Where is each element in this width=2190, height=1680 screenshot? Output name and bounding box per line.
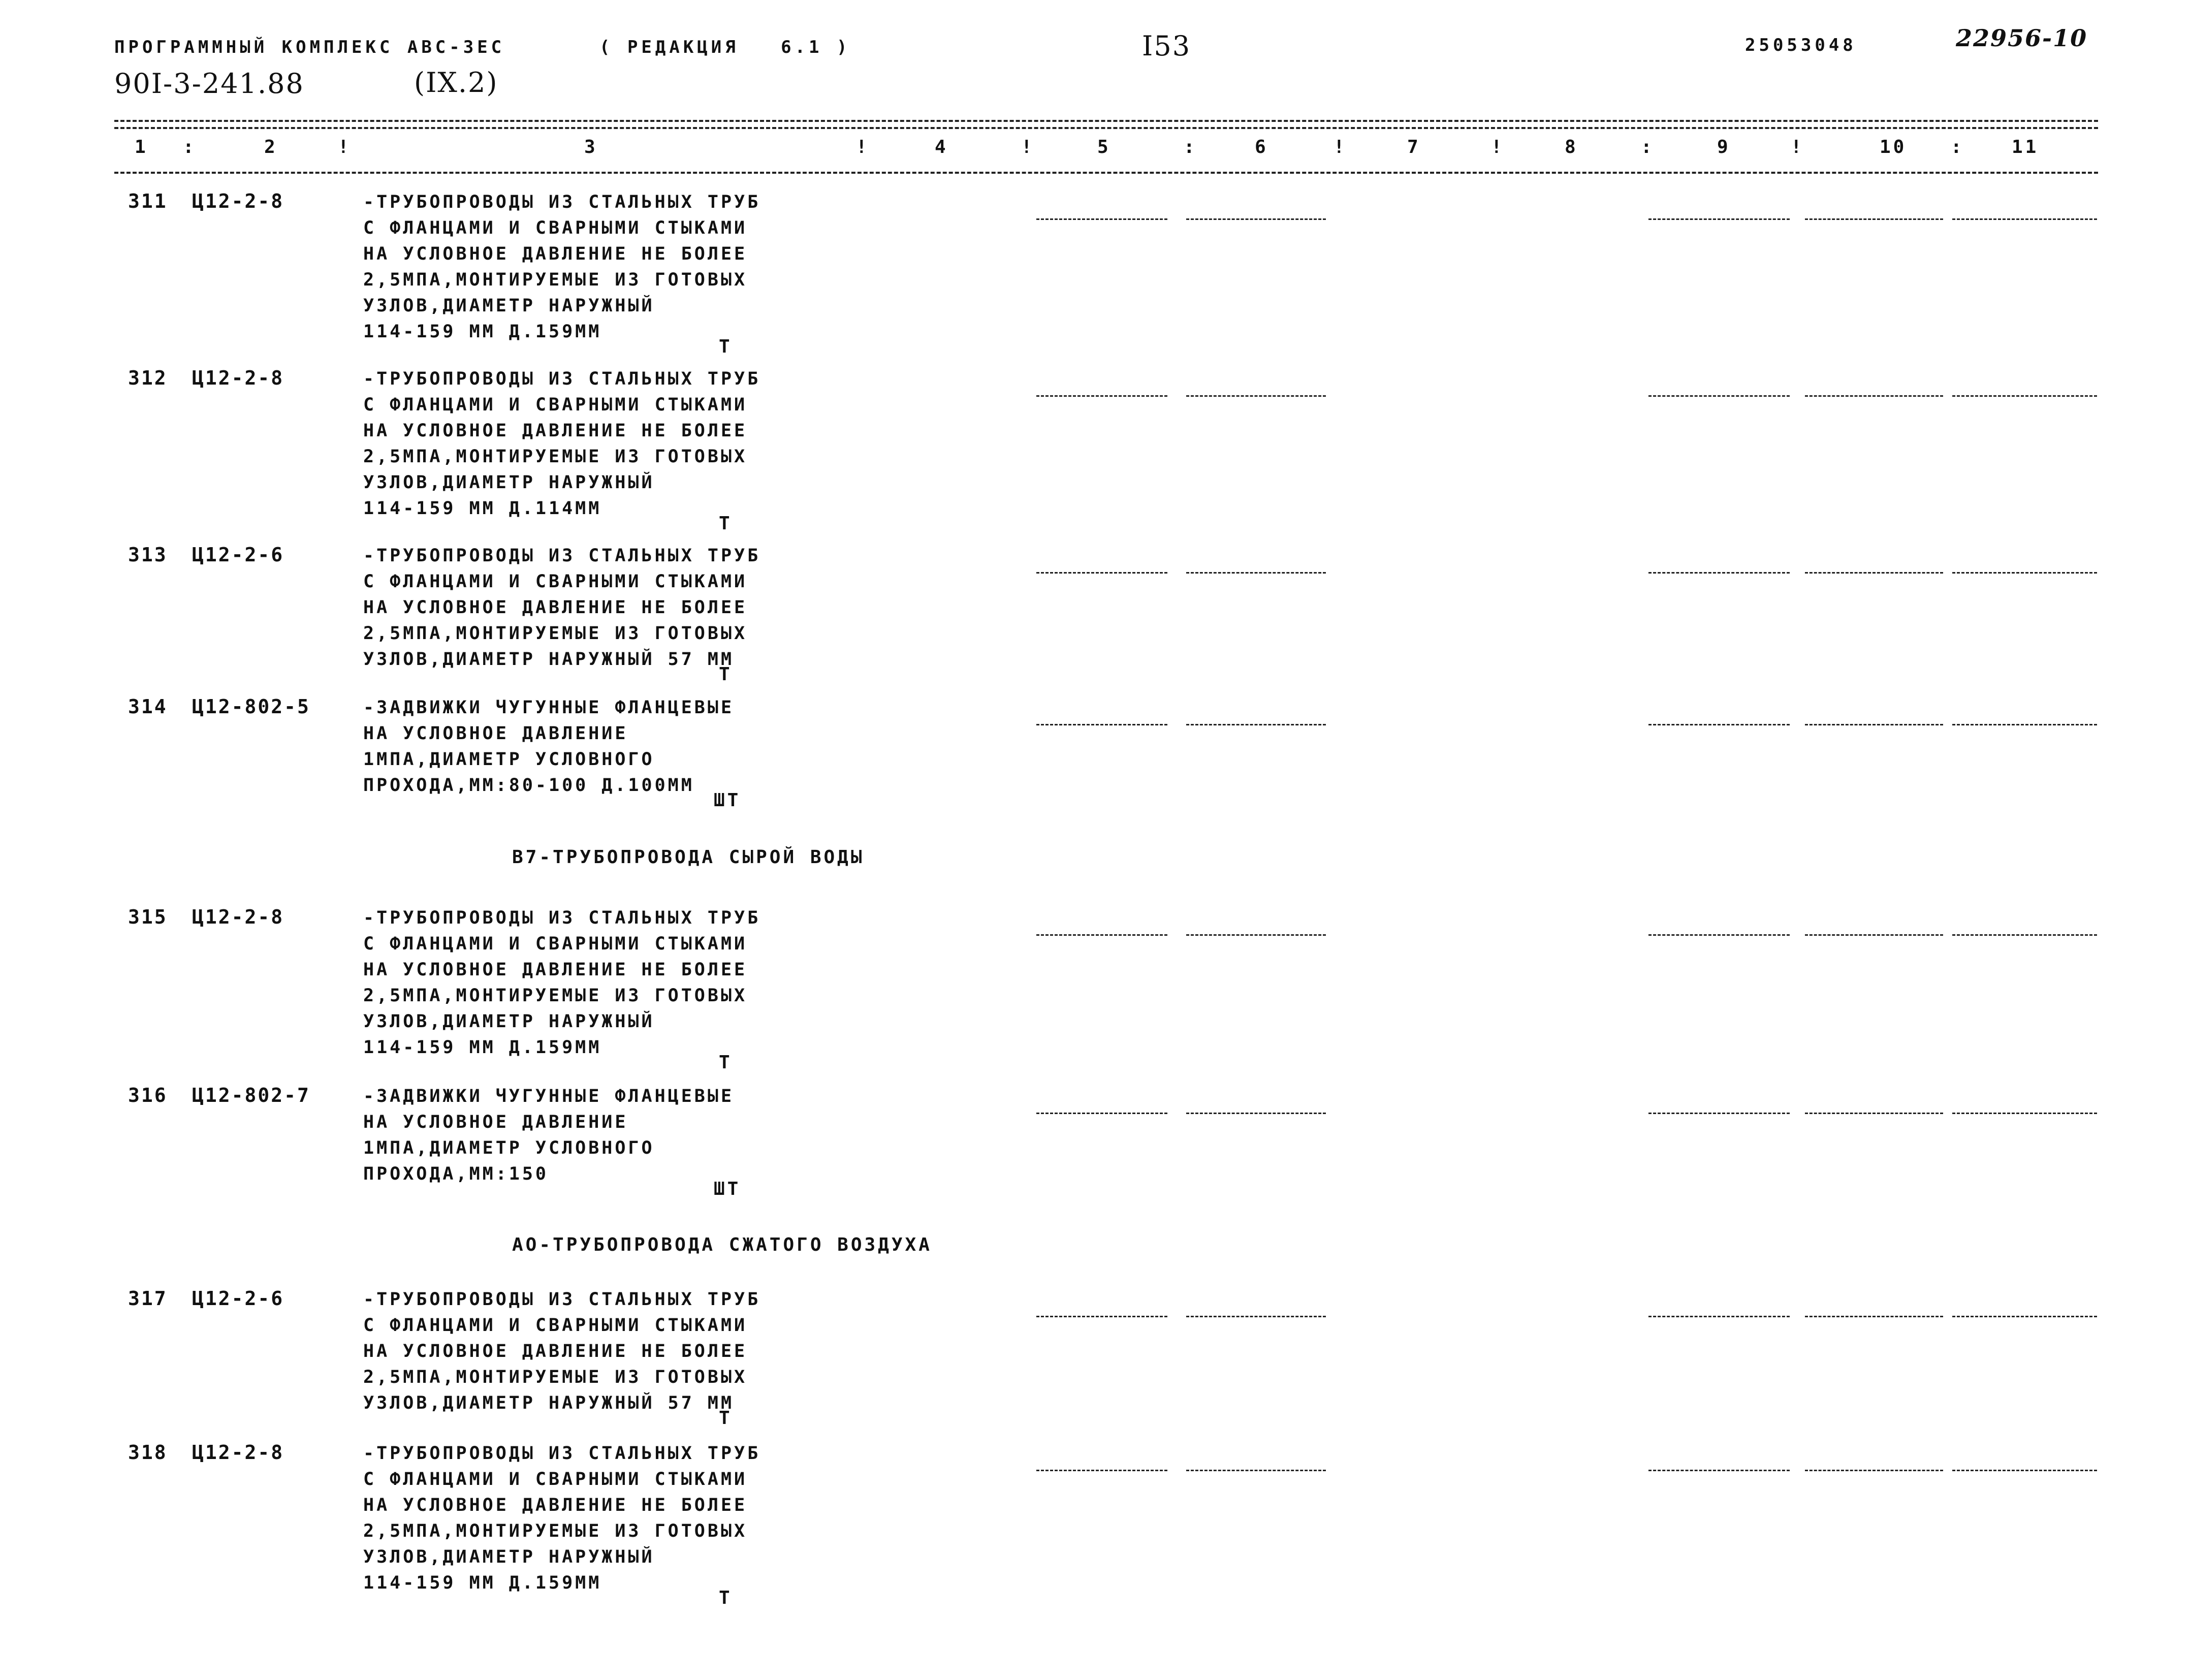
fraction-rule: [1648, 934, 1790, 936]
fraction-rule: [1186, 395, 1326, 397]
description-line: -ТРУБОПРОВОДЫ ИЗ СТАЛЬНЫХ ТРУБ: [363, 546, 761, 566]
description-line: С ФЛАНЦАМИ И СВАРНЫМИ СТЫКАМИ: [363, 934, 748, 954]
fraction-rule: [1952, 395, 2097, 397]
description-line: УЗЛОВ,ДИАМЕТР НАРУЖНЫЙ: [363, 1011, 655, 1032]
work-description: [363, 1084, 871, 1187]
row-number: 316: [128, 1084, 168, 1106]
fraction-rule: [1952, 1113, 2097, 1114]
fraction-rule: [1805, 1113, 1943, 1114]
page-number: I53: [1142, 30, 1191, 62]
unit-of-measure: Т: [719, 664, 733, 685]
section-heading: В7-ТРУБОПРОВОДА СЫРОЙ ВОДЫ: [512, 847, 865, 868]
fraction-rule: [1036, 1470, 1167, 1471]
description-line: НА УСЛОВНОЕ ДАВЛЕНИЕ НЕ БОЛЕЕ: [363, 960, 748, 980]
rate-code: Ц12-2-8: [192, 906, 284, 928]
fraction-rule: [1952, 572, 2097, 574]
description-line: С ФЛАНЦАМИ И СВАРНЫМИ СТЫКАМИ: [363, 1315, 748, 1336]
work-description: [363, 1441, 871, 1596]
description-line: 114-159 ММ Д.159ММ: [363, 322, 602, 342]
rate-code: Ц12-2-6: [192, 1287, 284, 1310]
fraction-rule: [1805, 395, 1943, 397]
column-number-6: 6: [1255, 137, 1268, 157]
column-separator: !: [1491, 137, 1505, 157]
rate-code: Ц12-2-6: [192, 544, 284, 566]
fraction-rule: [1186, 1113, 1326, 1114]
column-number-3: 3: [584, 137, 598, 157]
rate-code: Ц12-2-8: [192, 367, 284, 389]
fraction-rule: [1036, 395, 1167, 397]
fraction-rule: [1186, 934, 1326, 936]
description-line: НА УСЛОВНОЕ ДАВЛЕНИЕ НЕ БОЛЕЕ: [363, 421, 748, 441]
description-line: УЗЛОВ,ДИАМЕТР НАРУЖНЫЙ 57 ММ: [363, 649, 735, 670]
description-line: УЗЛОВ,ДИАМЕТР НАРУЖНЫЙ 57 ММ: [363, 1393, 735, 1413]
row-number: 314: [128, 695, 168, 718]
rate-code: Ц12-802-7: [192, 1084, 310, 1106]
header-rule-top: [114, 120, 2098, 122]
column-number-11: 11: [2012, 137, 2039, 157]
description-line: -ТРУБОПРОВОДЫ ИЗ СТАЛЬНЫХ ТРУБ: [363, 192, 761, 212]
fraction-rule: [1186, 218, 1326, 220]
fraction-rule: [1648, 395, 1790, 397]
column-number-9: 9: [1717, 137, 1731, 157]
rate-code: Ц12-2-8: [192, 190, 284, 212]
column-number-8: 8: [1565, 137, 1578, 157]
column-separator: !: [1021, 137, 1035, 157]
fraction-rule: [1036, 934, 1167, 936]
description-line: УЗЛОВ,ДИАМЕТР НАРУЖНЫЙ: [363, 472, 655, 493]
fraction-rule: [1648, 1470, 1790, 1471]
header-rule-top-2: [114, 127, 2098, 129]
section-label: (IX.2): [414, 67, 498, 99]
fraction-rule: [1805, 724, 1943, 725]
description-line: НА УСЛОВНОЕ ДАВЛЕНИЕ НЕ БОЛЕЕ: [363, 1495, 748, 1515]
description-line: С ФЛАНЦАМИ И СВАРНЫМИ СТЫКАМИ: [363, 218, 748, 238]
fraction-rule: [1952, 934, 2097, 936]
column-separator: !: [1334, 137, 1347, 157]
description-line: НА УСЛОВНОЕ ДАВЛЕНИЕ: [363, 723, 628, 744]
description-line: 114-159 ММ Д.159ММ: [363, 1037, 602, 1058]
description-line: 2,5МПА,МОНТИРУЕМЫЕ ИЗ ГОТОВЫХ: [363, 986, 748, 1006]
description-line: ПРОХОДА,ММ:150: [363, 1164, 549, 1184]
description-line: 2,5МПА,МОНТИРУЕМЫЕ ИЗ ГОТОВЫХ: [363, 447, 748, 467]
column-separator: :: [183, 137, 197, 157]
description-line: НА УСЛОВНОЕ ДАВЛЕНИЕ НЕ БОЛЕЕ: [363, 597, 748, 618]
fraction-rule: [1186, 1316, 1326, 1317]
header-rule-bottom: [114, 172, 2098, 174]
description-line: -ТРУБОПРОВОДЫ ИЗ СТАЛЬНЫХ ТРУБ: [363, 1443, 761, 1464]
description-line: -ТРУБОПРОВОДЫ ИЗ СТАЛЬНЫХ ТРУБ: [363, 369, 761, 389]
fraction-rule: [1648, 724, 1790, 725]
fraction-rule: [1036, 724, 1167, 725]
rate-code: Ц12-802-5: [192, 695, 310, 718]
work-description: [363, 189, 871, 345]
work-description: [363, 366, 871, 522]
work-description: [363, 695, 871, 799]
row-number: 318: [128, 1441, 168, 1464]
unit-of-measure: Т: [719, 336, 733, 357]
description-line: 2,5МПА,МОНТИРУЕМЫЕ ИЗ ГОТОВЫХ: [363, 1521, 748, 1541]
unit-of-measure: Т: [719, 1588, 733, 1608]
description-line: 1МПА,ДИАМЕТР УСЛОВНОГО: [363, 749, 655, 770]
row-number: 311: [128, 190, 168, 212]
column-separator: :: [1184, 137, 1197, 157]
column-number-1: 1: [135, 137, 148, 157]
column-separator: :: [1951, 137, 1964, 157]
row-number: 315: [128, 906, 168, 928]
unit-of-measure: ШТ: [714, 790, 741, 811]
column-number-5: 5: [1097, 137, 1111, 157]
description-line: УЗЛОВ,ДИАМЕТР НАРУЖНЫЙ: [363, 1547, 655, 1567]
description-line: -ТРУБОПРОВОДЫ ИЗ СТАЛЬНЫХ ТРУБ: [363, 908, 761, 928]
unit-of-measure: Т: [719, 513, 733, 534]
column-separator: !: [338, 137, 352, 157]
fraction-rule: [1648, 1316, 1790, 1317]
column-number-10: 10: [1880, 137, 1907, 157]
fraction-rule: [1805, 218, 1943, 220]
program-title: ПРОГРАММНЫЙ КОМПЛЕКС АВС-ЗЕС: [114, 37, 505, 57]
description-line: С ФЛАНЦАМИ И СВАРНЫМИ СТЫКАМИ: [363, 395, 748, 415]
fraction-rule: [1036, 1316, 1167, 1317]
column-separator: !: [1791, 137, 1804, 157]
description-line: -ЗАДВИЖКИ ЧУГУННЫЕ ФЛАНЦЕВЫЕ: [363, 698, 735, 718]
description-line: 114-159 ММ Д.114ММ: [363, 498, 602, 519]
doc-number: 22956-10: [1956, 24, 2088, 52]
rate-code: Ц12-2-8: [192, 1441, 284, 1464]
code-number: 25053048: [1745, 35, 1857, 55]
description-line: 2,5МПА,МОНТИРУЕМЫЕ ИЗ ГОТОВЫХ: [363, 623, 748, 644]
description-line: НА УСЛОВНОЕ ДАВЛЕНИЕ НЕ БОЛЕЕ: [363, 1341, 748, 1361]
fraction-rule: [1952, 1470, 2097, 1471]
unit-of-measure: ШТ: [714, 1179, 741, 1199]
description-line: УЗЛОВ,ДИАМЕТР НАРУЖНЫЙ: [363, 296, 655, 316]
fraction-rule: [1036, 572, 1167, 574]
fraction-rule: [1648, 218, 1790, 220]
description-line: 2,5МПА,МОНТИРУЕМЫЕ ИЗ ГОТОВЫХ: [363, 1367, 748, 1387]
row-number: 317: [128, 1287, 168, 1310]
description-line: ПРОХОДА,ММ:80-100 Д.100ММ: [363, 775, 694, 796]
description-line: НА УСЛОВНОЕ ДАВЛЕНИЕ НЕ БОЛЕЕ: [363, 244, 748, 264]
column-separator: :: [1641, 137, 1655, 157]
fraction-rule: [1805, 934, 1943, 936]
column-number-7: 7: [1407, 137, 1421, 157]
fraction-rule: [1186, 1470, 1326, 1471]
fraction-rule: [1036, 218, 1167, 220]
fraction-rule: [1186, 572, 1326, 574]
fraction-rule: [1648, 1113, 1790, 1114]
work-description: [363, 543, 871, 673]
column-number-4: 4: [935, 137, 948, 157]
description-line: 1МПА,ДИАМЕТР УСЛОВНОГО: [363, 1138, 655, 1158]
description-line: НА УСЛОВНОЕ ДАВЛЕНИЕ: [363, 1112, 628, 1132]
column-separator: !: [856, 137, 870, 157]
fraction-rule: [1952, 218, 2097, 220]
fraction-rule: [1952, 1316, 2097, 1317]
fraction-rule: [1952, 724, 2097, 725]
unit-of-measure: Т: [719, 1052, 733, 1073]
unit-of-measure: Т: [719, 1408, 733, 1429]
work-description: [363, 905, 871, 1061]
fraction-rule: [1805, 1470, 1943, 1471]
program-edition: ( РЕДАКЦИЯ 6.1 ): [599, 37, 851, 57]
project-code: 90I-3-241.88: [114, 68, 304, 100]
column-number-2: 2: [264, 137, 278, 157]
work-description: [363, 1287, 871, 1416]
fraction-rule: [1648, 572, 1790, 574]
fraction-rule: [1805, 1316, 1943, 1317]
description-line: С ФЛАНЦАМИ И СВАРНЫМИ СТЫКАМИ: [363, 572, 748, 592]
description-line: 2,5МПА,МОНТИРУЕМЫЕ ИЗ ГОТОВЫХ: [363, 270, 748, 290]
description-line: 114-159 ММ Д.159ММ: [363, 1573, 602, 1593]
row-number: 312: [128, 367, 168, 389]
fraction-rule: [1036, 1113, 1167, 1114]
row-number: 313: [128, 544, 168, 566]
description-line: -ЗАДВИЖКИ ЧУГУННЫЕ ФЛАНЦЕВЫЕ: [363, 1086, 735, 1106]
description-line: -ТРУБОПРОВОДЫ ИЗ СТАЛЬНЫХ ТРУБ: [363, 1289, 761, 1310]
section-heading: АО-ТРУБОПРОВОДА СЖАТОГО ВОЗДУХА: [512, 1234, 932, 1255]
fraction-rule: [1805, 572, 1943, 574]
fraction-rule: [1186, 724, 1326, 725]
description-line: С ФЛАНЦАМИ И СВАРНЫМИ СТЫКАМИ: [363, 1469, 748, 1489]
